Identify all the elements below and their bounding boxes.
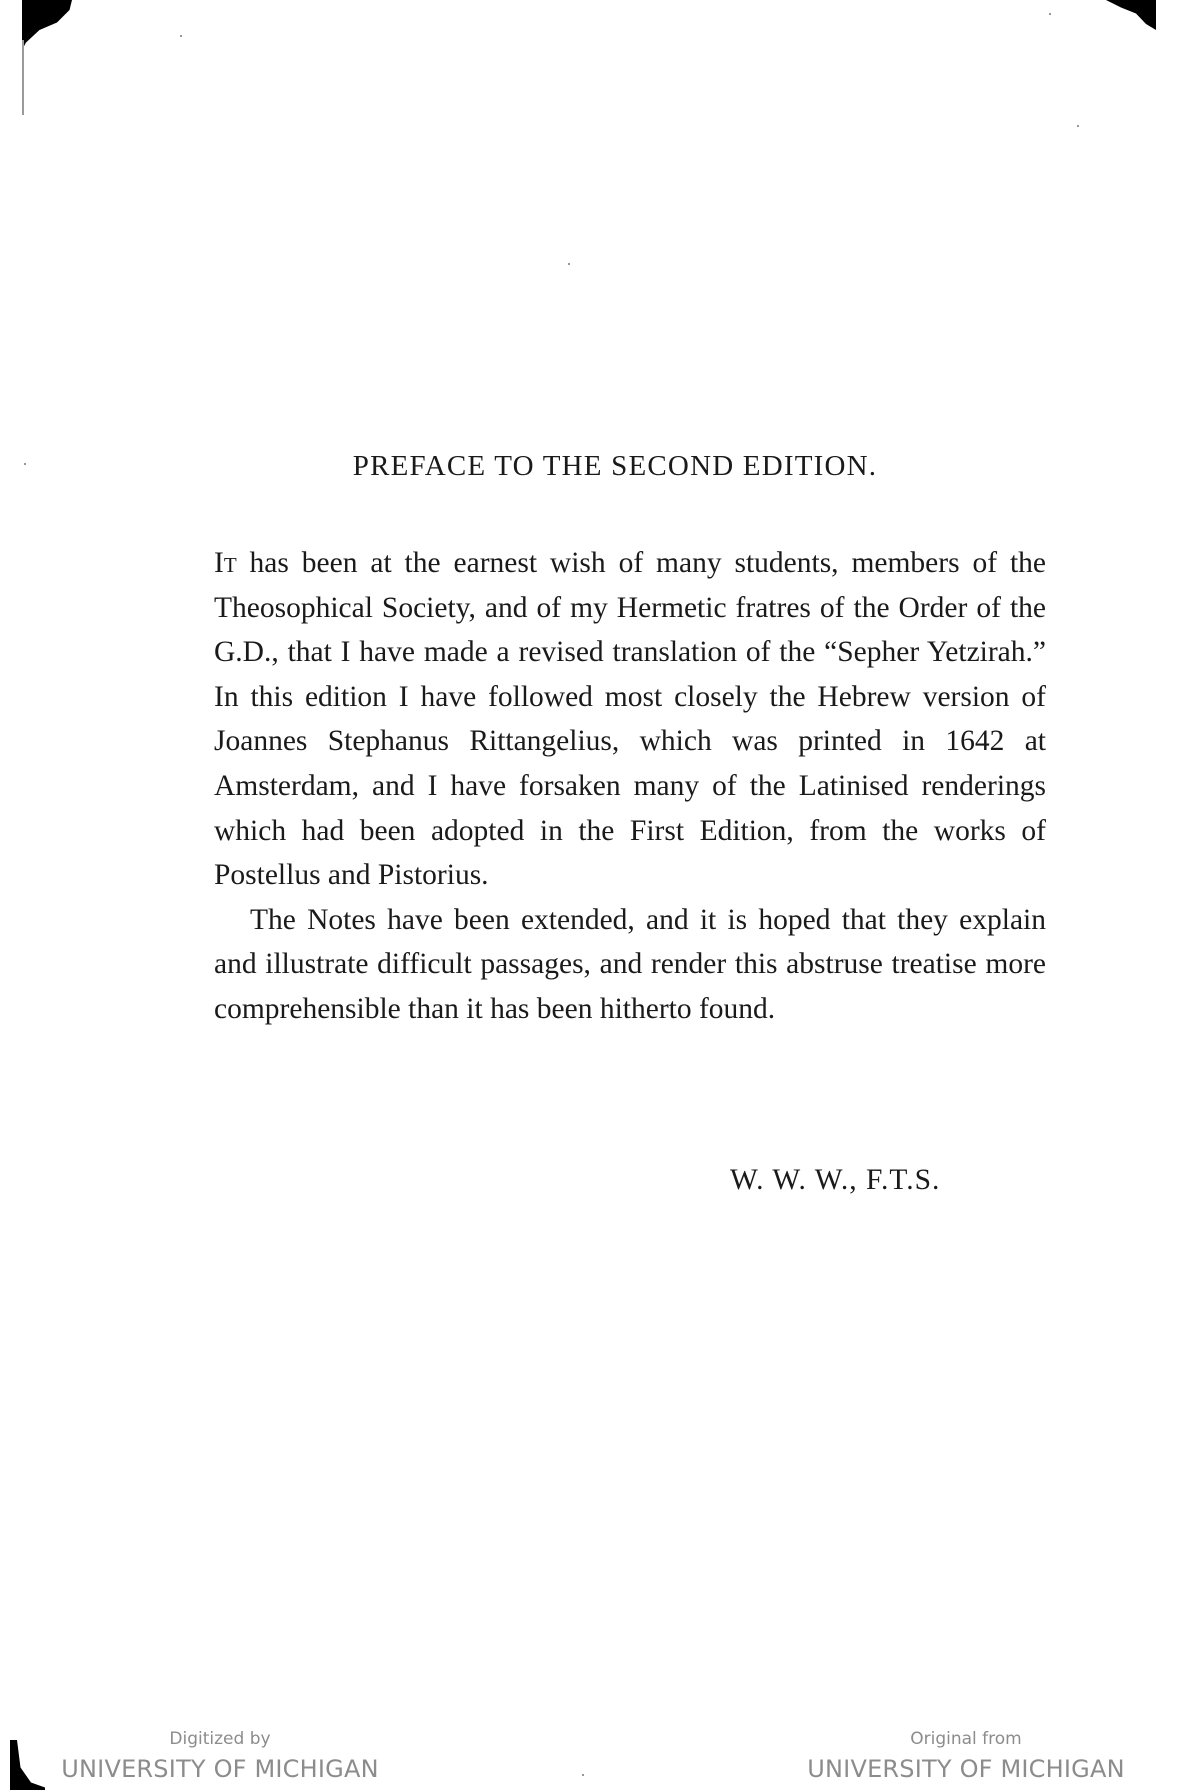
scan-speck (568, 263, 570, 265)
paragraph-lead: It (214, 547, 237, 579)
scan-edge-line (22, 40, 24, 115)
scan-speck (1049, 13, 1051, 15)
paragraph-2: The Notes have been extended, and it is hoped that they explain and illustrate difficult passages, and render this abstruse treatise more comprehensible than it has been hitherto found. (214, 903, 1046, 1025)
scan-speck (1077, 125, 1079, 127)
scan-speck (180, 35, 182, 37)
author-signature: W. W. W., F.T.S. (730, 1164, 941, 1196)
footer-institution: UNIVERSITY OF MICHIGAN (61, 1755, 379, 1783)
scan-edge-top-left (22, 0, 72, 50)
scan-edge-top-right (1106, 0, 1156, 30)
scan-speck (582, 1774, 584, 1776)
preface-body (214, 541, 1046, 1032)
footer-digitized-by (60, 1728, 380, 1784)
footer-original-from (806, 1728, 1126, 1784)
footer-caption: Original from (910, 1729, 1022, 1749)
footer-caption: Digitized by (169, 1729, 271, 1749)
page-title: PREFACE TO THE SECOND EDITION. (352, 450, 878, 482)
scan-edge-bottom-left (10, 1740, 45, 1790)
footer-institution: UNIVERSITY OF MICHIGAN (807, 1755, 1125, 1783)
paragraph-1 (214, 541, 1046, 898)
paragraph-text: has been at the earnest wish of many students, members of the Theosophical Society, and of my Hermetic fratres of the Order of the G.D., that I have made a revised translation of the “Sepher Yetzirah.” In this edition I have followed most closely the Hebrew version of Joannes Stephanus Rittangelius, which was printed in 1642 at Amsterdam, and I have forsaken many of the Latinised renderings which had been adopted in the First Edition, from the works of Postellus and Pistorius. (214, 547, 1046, 892)
